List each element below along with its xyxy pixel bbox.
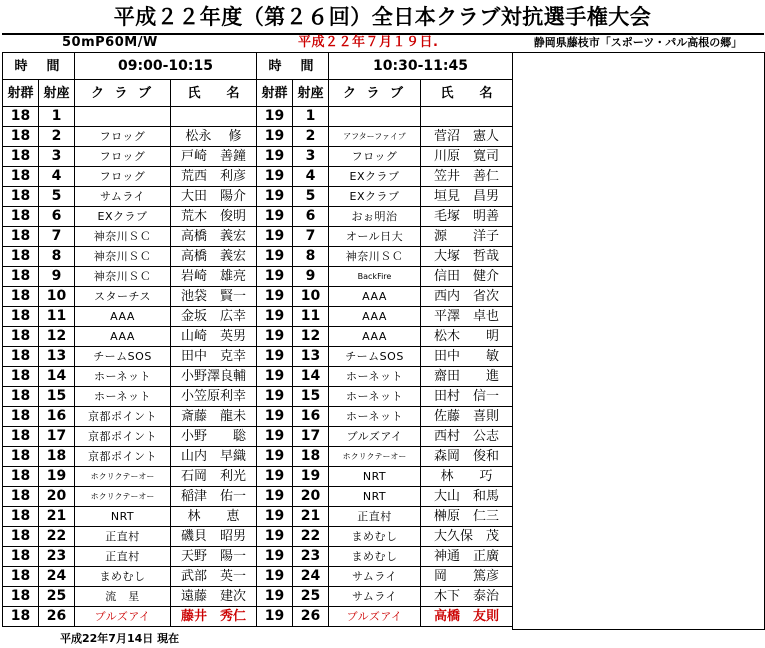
name-cell: 岡 篤彦 (421, 567, 513, 587)
right-time-label: 時 間 (257, 53, 329, 80)
club-cell: ホクリクテーオー (75, 467, 171, 487)
group-cell: 19 (257, 207, 293, 227)
group-cell: 18 (3, 407, 39, 427)
group-cell: 19 (257, 107, 293, 127)
club-cell: フロッグ (75, 127, 171, 147)
name-cell: 笠井 善仁 (421, 167, 513, 187)
name-cell: 神通 正廣 (421, 547, 513, 567)
name-cell: 斎藤 龍未 (171, 407, 257, 427)
seat-cell: 4 (293, 167, 329, 187)
group-cell: 18 (3, 427, 39, 447)
table-row (3, 607, 513, 627)
col-header-group: 射群 (257, 80, 293, 107)
name-cell: 木下 泰治 (421, 587, 513, 607)
name-cell: 戸崎 善鐘 (171, 147, 257, 167)
col-header-club: ク ラ ブ (329, 80, 421, 107)
event-date: 平成２２年７月１９日. (298, 35, 439, 50)
table-row (3, 287, 513, 307)
blank-panel (512, 52, 765, 630)
group-cell: 18 (3, 467, 39, 487)
group-cell: 19 (257, 127, 293, 147)
club-cell: アフターファイブ (329, 127, 421, 147)
table-row (3, 527, 513, 547)
club-cell: 正直村 (75, 547, 171, 567)
club-cell: NRT (75, 507, 171, 527)
club-cell: 神奈川ＳＣ (75, 227, 171, 247)
club-cell: 流 星 (75, 587, 171, 607)
group-cell: 19 (257, 487, 293, 507)
seat-cell: 18 (39, 447, 75, 467)
club-cell: オール日大 (329, 227, 421, 247)
page-title: 平成２２年度（第２６回）全日本クラブ対抗選手権大会 (113, 5, 652, 29)
seat-cell: 14 (293, 367, 329, 387)
club-cell: ホクリクテーオー (75, 487, 171, 507)
group-cell: 18 (3, 247, 39, 267)
name-cell: 西村 公志 (421, 427, 513, 447)
group-cell: 18 (3, 207, 39, 227)
seat-cell: 5 (39, 187, 75, 207)
event-venue: 静岡県藤枝市「スポーツ・パル高根の郷」 (533, 36, 743, 49)
club-cell: ブルズアイ (75, 607, 171, 627)
table-row (3, 487, 513, 507)
club-cell: まめむし (75, 567, 171, 587)
name-cell: 大塚 哲哉 (421, 247, 513, 267)
club-cell: ブルズアイ (329, 607, 421, 627)
seat-cell: 16 (39, 407, 75, 427)
name-cell: 武部 英一 (171, 567, 257, 587)
seat-cell: 21 (293, 507, 329, 527)
name-cell: 川原 寛司 (421, 147, 513, 167)
seat-cell: 19 (293, 467, 329, 487)
club-cell: EXクラブ (75, 207, 171, 227)
group-cell: 19 (257, 267, 293, 287)
name-cell: 山崎 英男 (171, 327, 257, 347)
club-cell: ホーネット (329, 387, 421, 407)
club-cell: AAA (75, 307, 171, 327)
seat-cell: 10 (293, 287, 329, 307)
seat-cell: 5 (293, 187, 329, 207)
seat-cell: 18 (293, 447, 329, 467)
name-cell: 田中 克幸 (171, 347, 257, 367)
seat-cell: 12 (39, 327, 75, 347)
club-cell: AAA (329, 287, 421, 307)
seat-cell: 7 (39, 227, 75, 247)
name-cell: 田村 信一 (421, 387, 513, 407)
group-cell: 19 (257, 567, 293, 587)
seat-cell: 16 (293, 407, 329, 427)
table-row (3, 447, 513, 467)
group-cell: 18 (3, 527, 39, 547)
right-time-value: 10:30-11:45 (329, 53, 513, 80)
group-cell: 18 (3, 307, 39, 327)
club-cell: 京都ポイント (75, 447, 171, 467)
club-cell: 神奈川ＳＣ (75, 247, 171, 267)
seat-cell: 4 (39, 167, 75, 187)
table-row (3, 167, 513, 187)
name-cell: 石岡 利光 (171, 467, 257, 487)
seat-cell: 8 (293, 247, 329, 267)
table-row (3, 207, 513, 227)
group-cell: 18 (3, 567, 39, 587)
table-row (3, 107, 513, 127)
name-cell: 林 巧 (421, 467, 513, 487)
group-cell: 18 (3, 367, 39, 387)
club-cell: ホーネット (329, 407, 421, 427)
table-row (3, 467, 513, 487)
seat-cell: 17 (39, 427, 75, 447)
seat-cell: 14 (39, 367, 75, 387)
seat-cell: 20 (39, 487, 75, 507)
group-cell: 18 (3, 607, 39, 627)
name-cell: 稲津 佑一 (171, 487, 257, 507)
seat-cell: 26 (293, 607, 329, 627)
club-cell: AAA (329, 327, 421, 347)
name-cell: 小野 聡 (171, 427, 257, 447)
group-cell: 18 (3, 347, 39, 367)
club-cell: AAA (329, 307, 421, 327)
seat-cell: 10 (39, 287, 75, 307)
club-cell: 神奈川ＳＣ (329, 247, 421, 267)
seat-cell: 15 (293, 387, 329, 407)
table-row (3, 227, 513, 247)
seat-cell: 13 (293, 347, 329, 367)
seat-cell: 15 (39, 387, 75, 407)
group-cell: 19 (257, 307, 293, 327)
column-header-row (3, 80, 513, 107)
group-cell: 18 (3, 147, 39, 167)
name-cell: 天野 陽一 (171, 547, 257, 567)
table-row (3, 327, 513, 347)
group-cell: 18 (3, 587, 39, 607)
club-cell: NRT (329, 467, 421, 487)
club-cell: スターチス (75, 287, 171, 307)
table-row (3, 127, 513, 147)
seat-cell: 6 (39, 207, 75, 227)
seat-cell: 11 (39, 307, 75, 327)
group-cell: 18 (3, 127, 39, 147)
name-cell: 林 恵 (171, 507, 257, 527)
table-row (3, 507, 513, 527)
group-cell: 18 (3, 227, 39, 247)
table-row (3, 407, 513, 427)
seat-cell: 21 (39, 507, 75, 527)
club-cell: チームSOS (75, 347, 171, 367)
seat-cell: 1 (39, 107, 75, 127)
group-cell: 19 (257, 427, 293, 447)
group-cell: 18 (3, 107, 39, 127)
col-header-seat: 射座 (293, 80, 329, 107)
name-cell: 佐藤 喜則 (421, 407, 513, 427)
club-cell: ホーネット (75, 367, 171, 387)
club-cell: フロッグ (75, 167, 171, 187)
group-cell: 19 (257, 527, 293, 547)
table-row (3, 307, 513, 327)
seat-cell: 25 (293, 587, 329, 607)
name-cell: 大久保 茂 (421, 527, 513, 547)
club-cell: ブルズアイ (329, 427, 421, 447)
col-header-seat: 射座 (39, 80, 75, 107)
group-cell: 19 (257, 587, 293, 607)
seat-cell: 13 (39, 347, 75, 367)
seat-cell: 25 (39, 587, 75, 607)
seat-cell: 9 (39, 267, 75, 287)
table-row (3, 587, 513, 607)
club-cell: NRT (329, 487, 421, 507)
club-cell: ホクリクテーオー (329, 447, 421, 467)
table-row (3, 347, 513, 367)
seat-cell: 9 (293, 267, 329, 287)
club-cell: フロッグ (75, 147, 171, 167)
table-row (3, 187, 513, 207)
seat-cell: 3 (293, 147, 329, 167)
club-cell: EXクラブ (329, 167, 421, 187)
seat-cell: 11 (293, 307, 329, 327)
name-cell (171, 107, 257, 127)
group-cell: 19 (257, 247, 293, 267)
name-cell: 高橋 義宏 (171, 247, 257, 267)
group-cell: 18 (3, 187, 39, 207)
seat-cell: 2 (293, 127, 329, 147)
col-header-name: 氏 名 (421, 80, 513, 107)
name-cell: 田中 敏 (421, 347, 513, 367)
seat-cell: 22 (293, 527, 329, 547)
table-row (3, 147, 513, 167)
table-row (3, 567, 513, 587)
col-header-club: ク ラ ブ (75, 80, 171, 107)
seat-cell: 17 (293, 427, 329, 447)
col-header-name: 氏 名 (171, 80, 257, 107)
name-cell: 藤井 秀仁 (171, 607, 257, 627)
seat-cell: 2 (39, 127, 75, 147)
name-cell: 岩崎 雄亮 (171, 267, 257, 287)
seat-cell: 1 (293, 107, 329, 127)
club-cell: サムライ (75, 187, 171, 207)
group-cell: 19 (257, 227, 293, 247)
table-row (3, 367, 513, 387)
name-cell: 菅沼 憲人 (421, 127, 513, 147)
group-cell: 18 (3, 167, 39, 187)
club-cell: まめむし (329, 527, 421, 547)
name-cell: 松永 修 (171, 127, 257, 147)
name-cell: 山内 早織 (171, 447, 257, 467)
group-cell: 19 (257, 167, 293, 187)
seat-cell: 24 (293, 567, 329, 587)
seat-cell: 3 (39, 147, 75, 167)
name-cell: 西内 省次 (421, 287, 513, 307)
group-cell: 19 (257, 187, 293, 207)
group-cell: 18 (3, 287, 39, 307)
group-cell: 19 (257, 507, 293, 527)
group-cell: 18 (3, 547, 39, 567)
club-cell: ホーネット (75, 387, 171, 407)
club-cell: 神奈川ＳＣ (75, 267, 171, 287)
seat-cell: 7 (293, 227, 329, 247)
group-cell: 19 (257, 387, 293, 407)
name-cell: 荒木 俊明 (171, 207, 257, 227)
group-cell: 19 (257, 347, 293, 367)
as-of-date: 平成22年7月14日 現在 (60, 632, 180, 645)
table-row (3, 267, 513, 287)
group-cell: 19 (257, 367, 293, 387)
club-cell: チームSOS (329, 347, 421, 367)
table-row (3, 547, 513, 567)
club-cell: 正直村 (75, 527, 171, 547)
group-cell: 19 (257, 447, 293, 467)
club-cell: フロッグ (329, 147, 421, 167)
seat-cell: 8 (39, 247, 75, 267)
group-cell: 19 (257, 287, 293, 307)
club-cell: BackFire (329, 267, 421, 287)
left-time-value: 09:00-10:15 (75, 53, 257, 80)
name-cell (421, 107, 513, 127)
group-cell: 19 (257, 147, 293, 167)
session-header-row (3, 53, 513, 80)
name-cell: 池袋 賢一 (171, 287, 257, 307)
group-cell: 19 (257, 547, 293, 567)
group-cell: 19 (257, 407, 293, 427)
group-cell: 19 (257, 607, 293, 627)
club-cell: AAA (75, 327, 171, 347)
club-cell: 京都ポイント (75, 407, 171, 427)
group-cell: 18 (3, 387, 39, 407)
name-cell: 源 洋子 (421, 227, 513, 247)
name-cell: 松木 明 (421, 327, 513, 347)
name-cell: 大田 陽介 (171, 187, 257, 207)
table-row (3, 387, 513, 407)
club-cell: サムライ (329, 587, 421, 607)
group-cell: 18 (3, 507, 39, 527)
name-cell: 大山 和馬 (421, 487, 513, 507)
club-cell: まめむし (329, 547, 421, 567)
club-cell: EXクラブ (329, 187, 421, 207)
seat-cell: 19 (39, 467, 75, 487)
name-cell: 高橋 友則 (421, 607, 513, 627)
club-cell: 京都ポイント (75, 427, 171, 447)
event-label: 50mP60M/W (62, 35, 158, 50)
group-cell: 19 (257, 327, 293, 347)
name-cell: 荒西 利彦 (171, 167, 257, 187)
group-cell: 18 (3, 487, 39, 507)
col-header-group: 射群 (3, 80, 39, 107)
name-cell: 金坂 広幸 (171, 307, 257, 327)
seat-cell: 20 (293, 487, 329, 507)
group-cell: 18 (3, 327, 39, 347)
name-cell: 毛塚 明善 (421, 207, 513, 227)
club-cell: サムライ (329, 567, 421, 587)
name-cell: 平澤 卓也 (421, 307, 513, 327)
club-cell: ホーネット (329, 367, 421, 387)
name-cell: 磯貝 昭男 (171, 527, 257, 547)
name-cell: 小笠原利幸 (171, 387, 257, 407)
group-cell: 18 (3, 267, 39, 287)
name-cell: 榊原 仁三 (421, 507, 513, 527)
name-cell: 垣見 昌男 (421, 187, 513, 207)
name-cell: 齋田 進 (421, 367, 513, 387)
table-row (3, 247, 513, 267)
club-cell: おぉ明治 (329, 207, 421, 227)
group-cell: 19 (257, 467, 293, 487)
name-cell: 信田 健介 (421, 267, 513, 287)
seat-cell: 23 (293, 547, 329, 567)
name-cell: 高橋 義宏 (171, 227, 257, 247)
table-row (3, 427, 513, 447)
name-cell: 森岡 俊和 (421, 447, 513, 467)
seat-cell: 24 (39, 567, 75, 587)
club-cell (329, 107, 421, 127)
seat-cell: 23 (39, 547, 75, 567)
group-cell: 18 (3, 447, 39, 467)
seat-cell: 26 (39, 607, 75, 627)
name-cell: 遠藤 建次 (171, 587, 257, 607)
start-list-table (2, 52, 513, 627)
club-cell (75, 107, 171, 127)
left-time-label: 時 間 (3, 53, 75, 80)
seat-cell: 22 (39, 527, 75, 547)
seat-cell: 12 (293, 327, 329, 347)
name-cell: 小野澤良輔 (171, 367, 257, 387)
club-cell: 正直村 (329, 507, 421, 527)
seat-cell: 6 (293, 207, 329, 227)
